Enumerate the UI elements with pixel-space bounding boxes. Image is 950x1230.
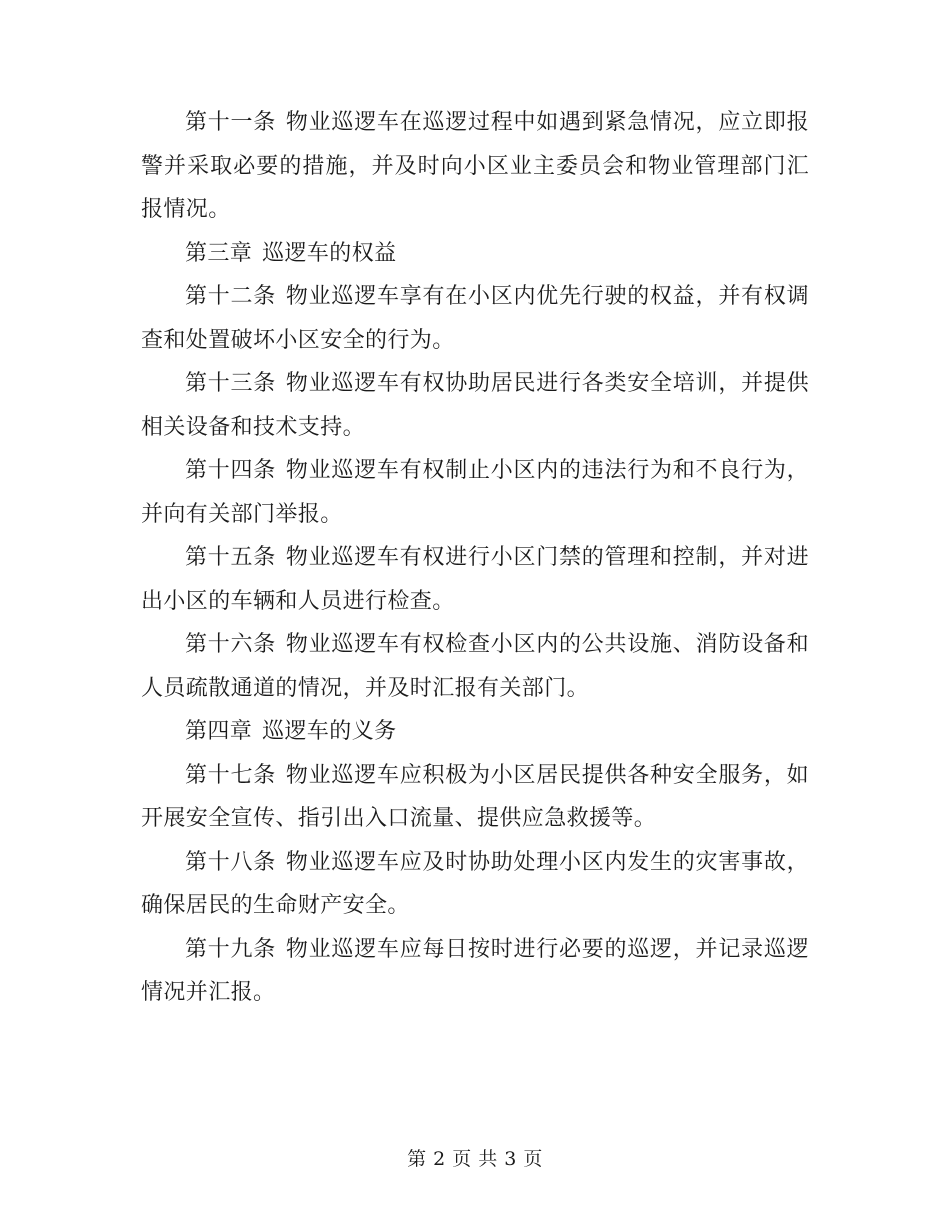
article-12 [141,275,809,362]
article-label: 第十九条 [185,936,277,962]
article-label: 第十三条 [185,371,277,396]
article-text: 物业巡逻车有权检查小区内的公共设施、消防设备和人员疏散通道的情况，并及时汇报有关部门。 [141,632,809,701]
article-label: 第十一条 [185,110,277,135]
article-text: 物业巡逻车有权制止小区内的违法行为和不良行为，并向有关部门举报。 [141,458,809,527]
article-text: 物业巡逻车应每日按时进行必要的巡逻，并记录巡逻情况并汇报。 [141,936,809,1005]
article-text: 物业巡逻车应积极为小区居民提供各种安全服务，如开展安全宣传、指引出入口流量、提供应急救援等。 [141,762,809,831]
article-text: 物业巡逻车有权协助居民进行各类安全培训，并提供相关设备和技术支持。 [141,371,809,440]
article-17 [141,754,809,841]
article-13 [141,362,809,449]
article-text: 物业巡逻车应及时协助处理小区内发生的灾害事故，确保居民的生命财产安全。 [141,849,809,918]
article-text: 物业巡逻车享有在小区内优先行驶的权益，并有权调查和处置破坏小区安全的行为。 [141,284,809,353]
chapter-4-heading [141,710,809,754]
article-label: 第十四条 [185,458,277,483]
article-14 [141,449,809,536]
document-body [141,101,809,1015]
chapter-title: 巡逻车的权益 [262,240,397,266]
page-footer [0,1145,950,1173]
article-label: 第十五条 [185,545,277,570]
article-19 [141,928,809,1015]
article-label: 第十六条 [185,632,277,657]
chapter-3-heading [141,232,809,276]
article-16 [141,623,809,710]
article-text: 物业巡逻车在巡逻过程中如遇到紧急情况，应立即报警并采取必要的措施，并及时向小区业主委员会和物业管理部门汇报情况。 [141,110,809,222]
article-label: 第十二条 [185,284,277,309]
chapter-label: 第三章 [185,240,253,266]
page-number: 第 2 页 共 3 页 [407,1148,543,1170]
article-15 [141,536,809,623]
article-label: 第十七条 [185,762,277,788]
article-11 [141,101,809,232]
chapter-label: 第四章 [185,719,253,744]
article-text: 物业巡逻车有权进行小区门禁的管理和控制，并对进出小区的车辆和人员进行检查。 [141,545,809,614]
article-18 [141,841,809,928]
chapter-title: 巡逻车的义务 [262,719,397,744]
article-label: 第十八条 [185,849,277,875]
